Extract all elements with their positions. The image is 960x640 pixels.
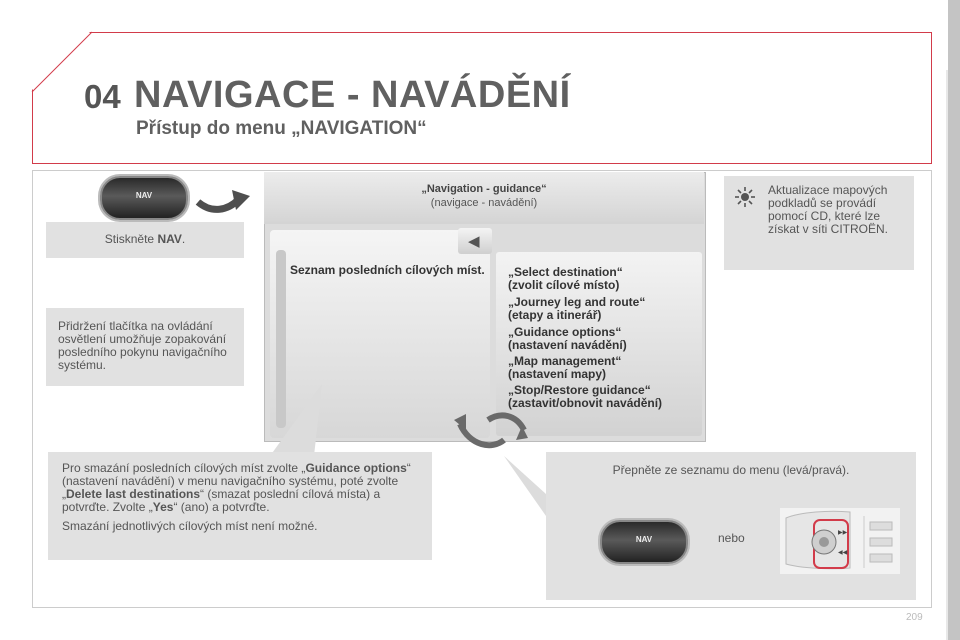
or-text: nebo	[718, 531, 745, 545]
nav-button-label: NAV	[635, 535, 653, 544]
menu-item-select-destination[interactable]	[508, 266, 623, 292]
sun-icon	[734, 186, 756, 208]
menu-item-title: „Journey leg and route“	[508, 295, 646, 309]
delete-destinations-term: Delete last destinations	[66, 487, 201, 501]
delete-text-part: “ (nastavení navádění) v menu navigačního systému, poté zvolte „	[62, 461, 411, 501]
press-prefix: Stiskněte	[104, 232, 158, 246]
side-bar	[948, 0, 960, 640]
chapter-number: 04	[84, 78, 121, 115]
menu-item-title: „Guidance options“	[508, 325, 622, 339]
nav-button[interactable]	[100, 176, 188, 220]
back-arrow-icon: ◀	[468, 233, 480, 250]
page-subtitle: Přístup do menu „NAVIGATION“	[136, 118, 427, 139]
menu-item-translation: (zastavit/obnovit navádění)	[508, 396, 663, 410]
menu-item-journey-leg[interactable]	[508, 296, 645, 322]
screen-header-title: „Navigation - guidance“	[421, 183, 547, 195]
arrow-right-icon	[194, 186, 254, 216]
delete-info-box	[48, 452, 432, 560]
menu-item-translation: (nastavení navádění)	[508, 338, 627, 352]
delete-note: Smazání jednotlivých cílových míst není možné.	[62, 519, 318, 533]
page-number: 209	[906, 612, 923, 623]
update-info-text: Aktualizace mapových podkladů se provádí pomocí CD, které lze získat v síti CITROËN.	[768, 183, 889, 236]
nav-button-label: NAV	[135, 191, 153, 200]
yes-term: Yes	[152, 500, 174, 514]
swap-arrows-icon	[452, 410, 532, 454]
menu-item-translation: (etapy a itinerář)	[508, 308, 602, 322]
svg-text:◀◀: ◀◀	[838, 550, 848, 556]
menu-item-translation: (nastavení mapy)	[508, 367, 607, 381]
menu-item-title: „Select destination“	[508, 265, 623, 279]
delete-text-part: “ (smazat poslední cílová místa) a potvrďte. Zvolte „	[62, 487, 381, 514]
steering-controls-image	[780, 508, 900, 574]
menu-item-translation: (zvolit cílové místo)	[508, 278, 620, 292]
hold-info-box	[46, 308, 244, 386]
delete-text-part: Pro smazání posledních cílových míst zvolte „	[62, 461, 306, 475]
screen-header-subtitle: (navigace - navádění)	[430, 197, 538, 209]
switch-info-text: Přepněte ze seznamu do menu (levá/pravá).	[612, 463, 850, 477]
destination-list-label: Seznam posledních cílových míst.	[290, 263, 485, 277]
menu-item-map-management[interactable]	[508, 355, 621, 381]
menu-item-title: „Map management“	[508, 354, 622, 368]
page-title: NAVIGACE - NAVÁDĚNÍ	[134, 74, 571, 116]
menu-item-title: „Stop/Restore guidance“	[508, 383, 651, 397]
menu-item-guidance-options[interactable]	[508, 326, 627, 352]
back-button[interactable]	[458, 228, 492, 254]
callout-pointer	[260, 380, 340, 460]
press-suffix: .	[181, 232, 186, 246]
press-nav-box	[46, 222, 244, 258]
guidance-options-term: Guidance options	[305, 461, 407, 475]
press-button-name: NAV	[157, 232, 182, 246]
delete-text-part: “ (ano) a potvrďte.	[173, 500, 270, 514]
hold-info-text: Přidržení tlačítka na ovládání osvětlení umožňuje zopakování posledního pokynu navigačního systému.	[58, 319, 227, 372]
menu-item-stop-restore-guidance[interactable]	[508, 384, 662, 410]
svg-text:▶▶: ▶▶	[838, 530, 848, 536]
nav-button[interactable]	[600, 520, 688, 564]
